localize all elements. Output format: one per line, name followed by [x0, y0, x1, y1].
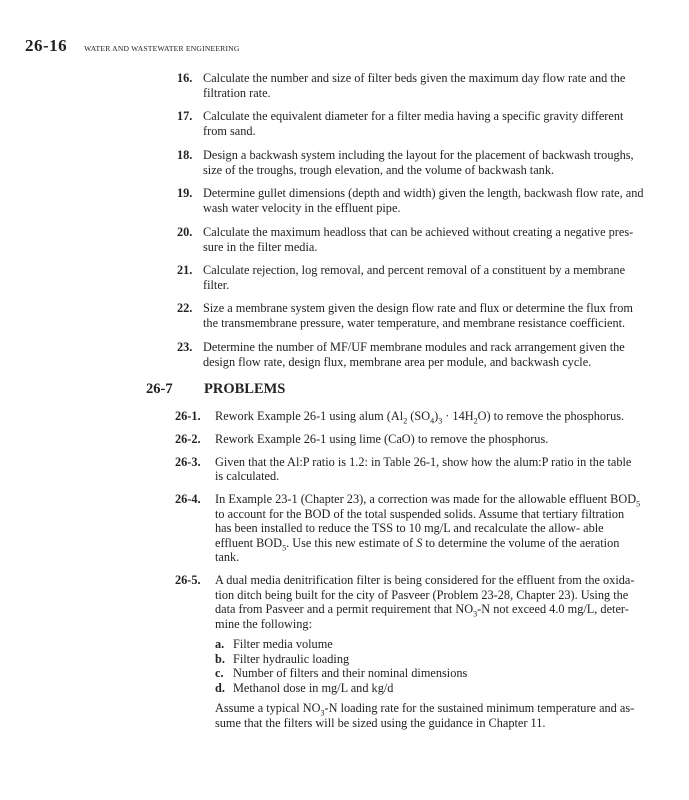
objective-text: Determine gullet dimensions (depth and width) given the length, backwash flow rate, and wash water velocity in the effluent pipe.	[203, 186, 644, 216]
problem-text: Rework Example 26-1 using alum ($Al_2$ $(SO_4)_3 \cdot 14H_2O$) to remove the phosphorus.	[215, 409, 625, 426]
objective-item	[0, 71, 689, 101]
objective-number: 16.	[177, 71, 193, 85]
sub-item	[215, 637, 642, 652]
objective-item	[0, 340, 689, 370]
sub-item-letter: c.	[215, 666, 224, 681]
objective-text: Calculate the number and size of filter beds given the maximum day flow rate and the filtration rate.	[203, 71, 626, 100]
objective-item	[0, 301, 689, 331]
section-title: PROBLEMS	[204, 381, 286, 397]
sub-item-letter: d.	[215, 680, 225, 695]
objective-text: Design a backwash system including the layout for the placement of backwash troughs, size of the troughs, trough elevation, and the volume of backwash tank.	[203, 147, 634, 177]
section-heading	[146, 380, 285, 398]
problem-number: 26-2.	[175, 431, 201, 446]
objective-item	[0, 148, 689, 178]
running-header	[25, 36, 240, 56]
objectives-list	[0, 71, 689, 378]
objective-number: 23.	[177, 339, 193, 354]
sub-item-letter: a.	[215, 637, 225, 652]
sub-item	[215, 652, 642, 667]
sub-item-text: Methanol dose in mg/L and kg/d	[233, 680, 394, 695]
sub-item	[215, 681, 642, 696]
problem-item	[0, 573, 689, 730]
objective-item	[0, 109, 689, 139]
problem-number: 26-4.	[175, 492, 201, 507]
section-number: 26-7	[146, 381, 173, 397]
problem-text: A dual media denitrification filter is being considered for the effluent from the oxida- tion ditch being built for the city of Pasveer (Problem 23-28, Chapter 23). Using the data from Pasveer and a permit requirement that $NO_3-N$ not exceed 4.0 mg/L, deter- mine the following: a. Filter media volume b. Filter hydraulic loading c. Number of filters and their nominal dimensions d. Methanol dose in mg/L and kg/d Assume a typical $NO_3-N$ loading rate for the sustained minimum temperature and as- sume that the filters will be sized using the guidance in Chapter 11.	[215, 573, 642, 730]
objective-text: Calculate rejection, log removal, and percent removal of a constituent by a membrane filter.	[203, 262, 626, 292]
sub-item-text: Filter media volume	[233, 637, 333, 652]
page-number: 26-16	[25, 36, 68, 55]
problem-number: 26-5.	[175, 573, 201, 588]
assumption-paragraph: Assume a typical $NO_3-N$ loading rate for the sustained minimum temperature and as- sume that the filters will be sized using the guidance in Chapter 11.	[215, 701, 635, 730]
objective-text: Calculate the maximum headloss that can be achieved without creating a negative pres- sure in the filter media.	[203, 224, 634, 254]
running-title: WATER AND WASTEWATER ENGINEERING	[84, 44, 240, 53]
objective-number: 18.	[177, 147, 193, 162]
sub-item-text: Filter hydraulic loading	[233, 651, 350, 666]
objective-item	[0, 263, 689, 293]
sub-item	[215, 666, 642, 681]
problem-text: In Example 23-1 (Chapter 23), a correction was made for the allowable effluent $BOD_5$ to account for the BOD of the total suspended solids. Assume that tertiary filtration has been installed to reduce the TSS to 10 mg/L and recalculate the allow- able effluent $BOD_5$. Use this new estimate of S to determine the volume of the aeration tank.	[215, 492, 641, 565]
problem-item	[0, 432, 689, 447]
problem-text: Rework Example 26-1 using lime (CaO) to remove the phosphorus.	[215, 431, 549, 446]
problem-item	[0, 409, 689, 424]
objective-item	[0, 225, 689, 255]
problem-number: 26-3.	[175, 454, 201, 469]
objective-number: 17.	[177, 109, 193, 124]
sub-item-letter: b.	[215, 651, 225, 666]
objective-text: Determine the number of MF/UF membrane modules and rack arrangement given the design flow rate, design flux, membrane area per module, and backwash cycle.	[203, 339, 625, 369]
problem-item	[0, 492, 689, 565]
objective-number: 19.	[177, 186, 193, 201]
objective-number: 21.	[177, 262, 193, 277]
sub-item-list	[215, 637, 642, 695]
problem-number: 26-1.	[175, 409, 201, 423]
problem-item	[0, 455, 689, 484]
objective-text: Calculate the equivalent diameter for a filter media having a specific gravity different from sand.	[203, 109, 624, 139]
objective-item	[0, 186, 689, 216]
problems-list	[0, 409, 689, 738]
problem-text: Given that the Al:P ratio is 1.2: in Table 26-1, show how the alum:P ratio in the table is calculated.	[215, 454, 632, 484]
objective-text: Size a membrane system given the design flow rate and flux or determine the flux from the transmembrane pressure, water temperature, and membrane resistance coefficient.	[203, 301, 633, 331]
objective-number: 20.	[177, 224, 193, 239]
sub-item-text: Number of filters and their nominal dimensions	[233, 666, 468, 681]
objective-number: 22.	[177, 301, 193, 316]
